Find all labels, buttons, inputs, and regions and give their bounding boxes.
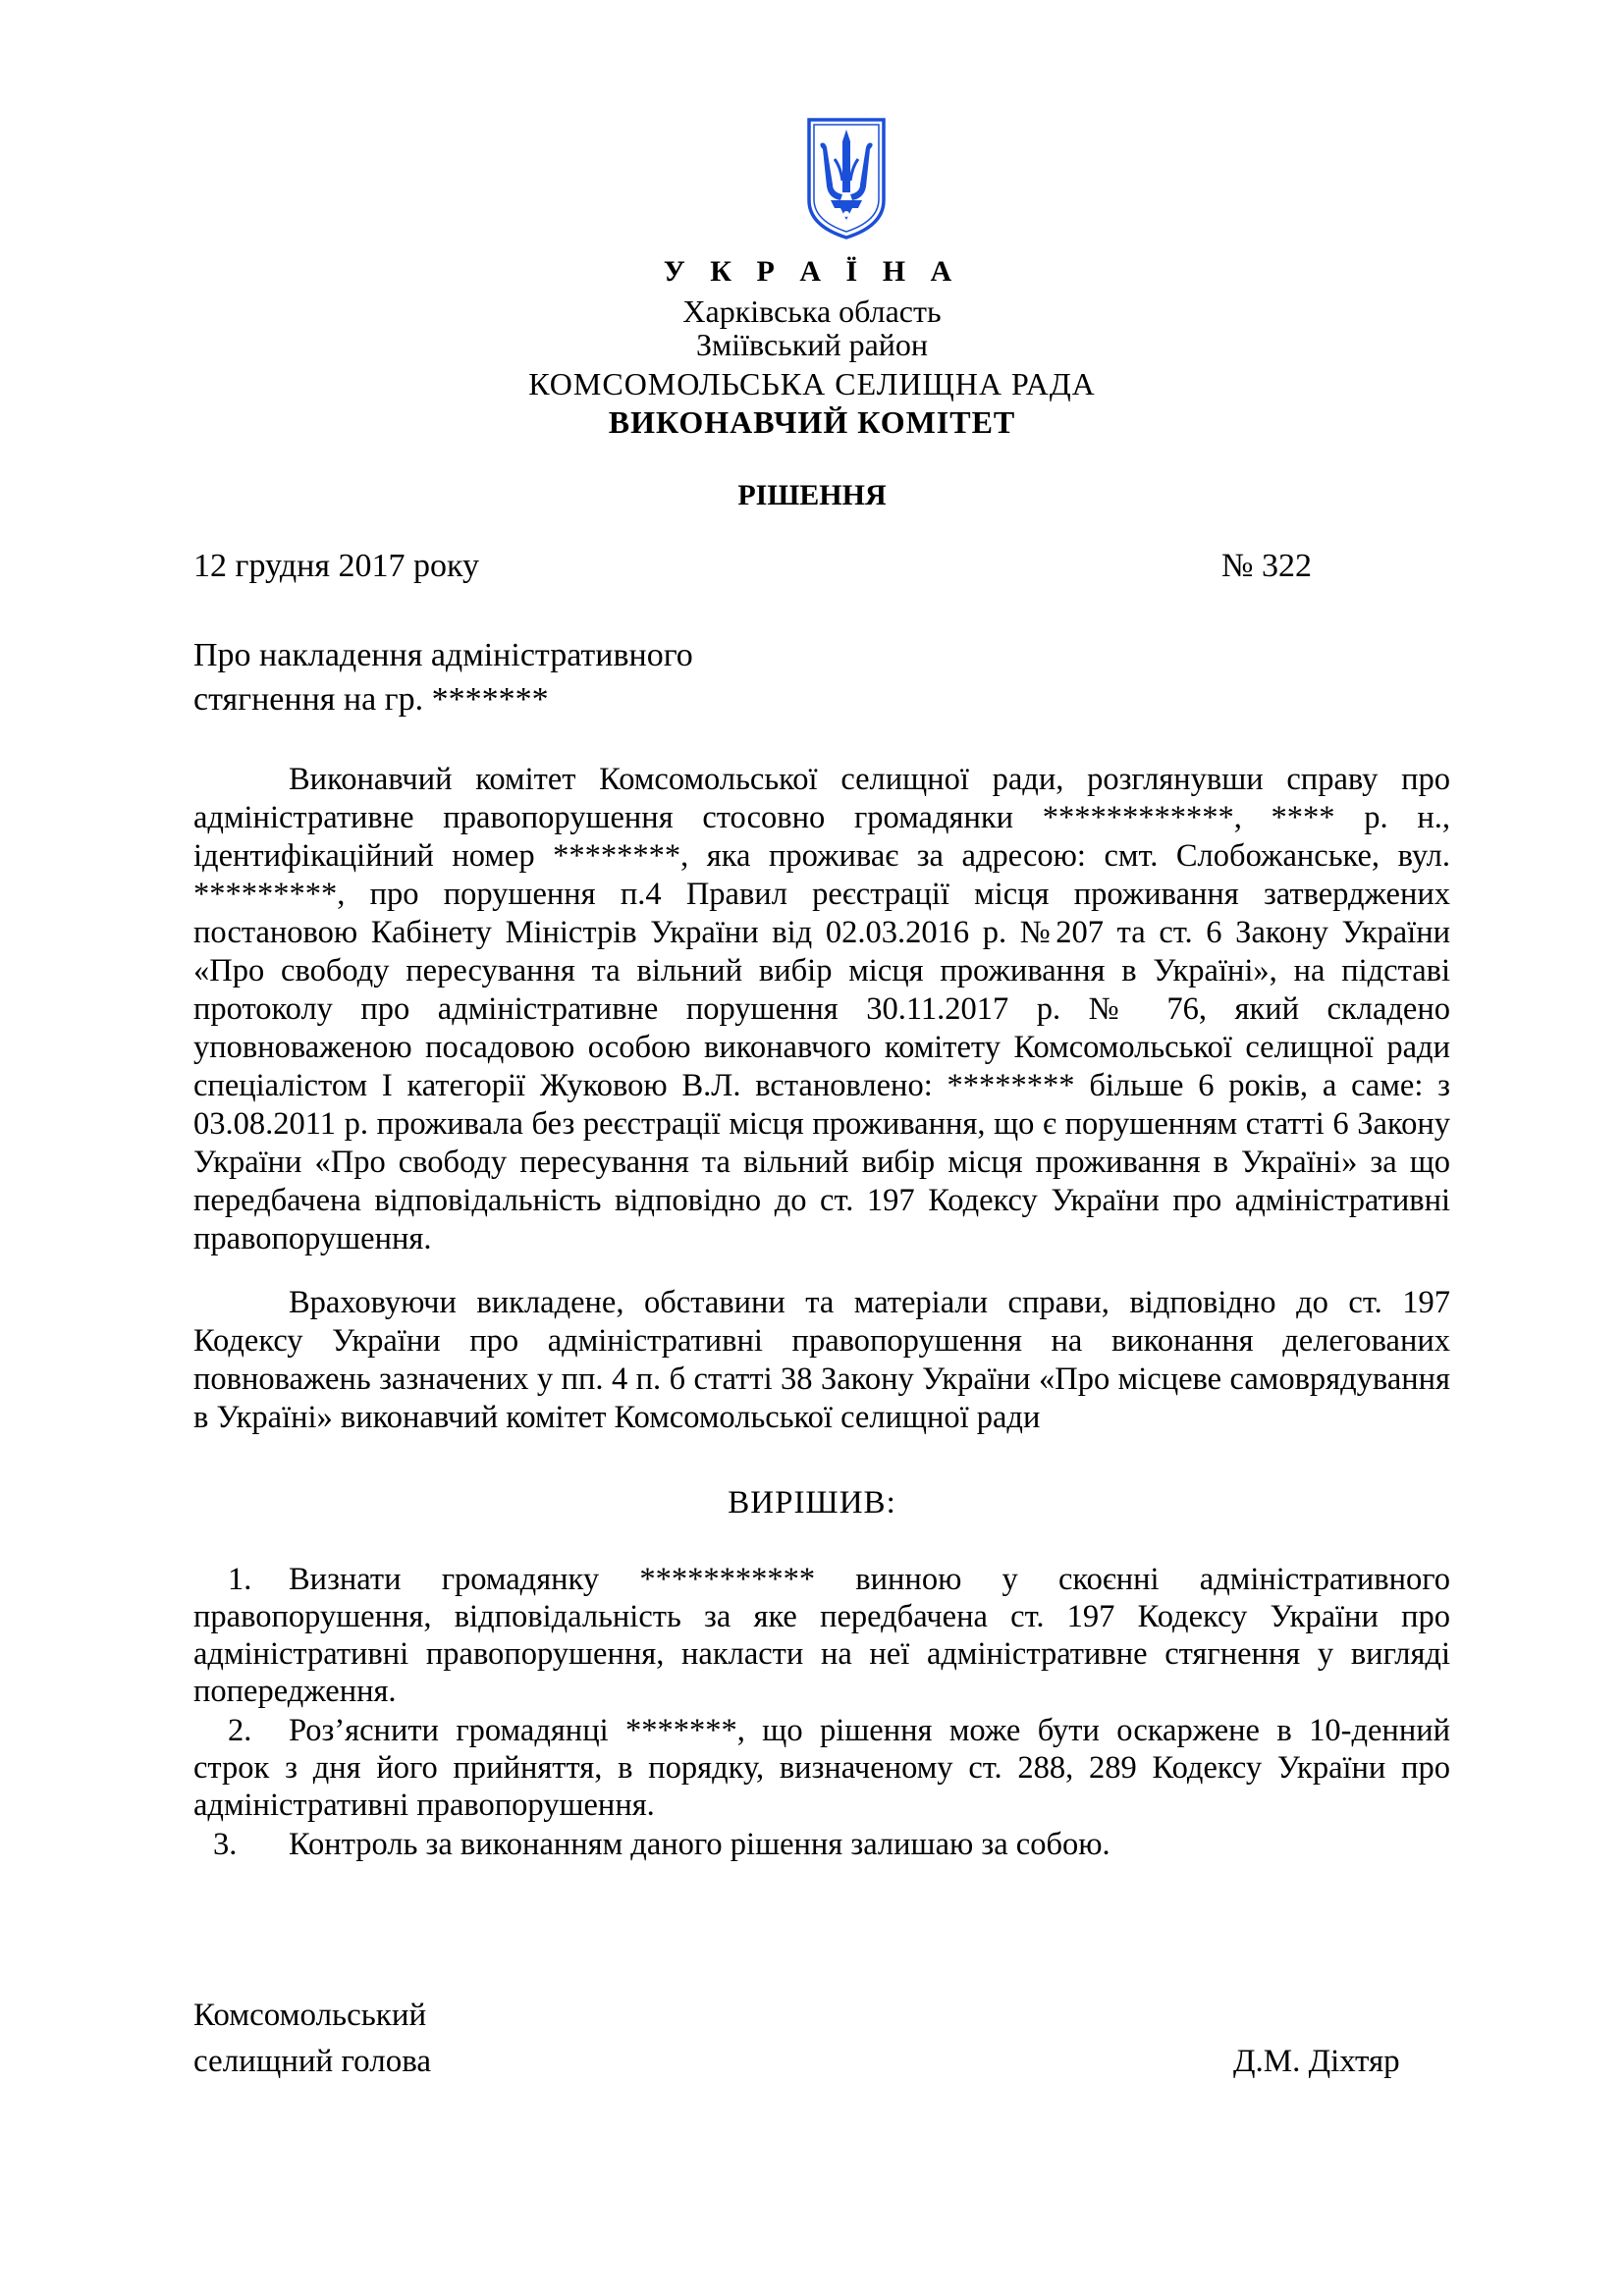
document-date: 12 грудня 2017 року (193, 548, 480, 584)
country-heading: У К Р А Ї Н А (663, 255, 961, 288)
list-item (193, 1826, 1450, 1863)
council-line: КОМСОМОЛЬСЬКА СЕЛИЩНА РАДА (528, 366, 1096, 401)
paragraph-text: Виконавчий комітет Комсомольської селищної ради, розглянувши справу про адміністративне правопорушення стосовно громадянки ************, **** р. н., ідентифікаційний номер ********, яка проживає за адресою: смт. Слобожанське, вул. *********, про порушення п.4 Правил реєстрації місця проживання затверджених постановою Кабінету Міністрів України від 02.03.2016 р. №207 та ст. 6 Закону України «Про свободу пересування та вільний вибір місця проживання в Україні», на підставі протоколу про адміністративне порушення 30.11.2017 р. № 76, який складено уповноваженою посадовою особою виконавчого комітету Комсомольської селищної ради спеціалістом I категорії Жуковою В.Л. встановлено: ******** більше 6 років, а саме: з 03.08.2011 р. проживала без реєстрації місця проживання, що є порушенням статті 6 Закону України «Про свободу пересування та вільний вибір місця проживання в Україні» за що передбачена відповідальність відповідно до ст. 197 Кодексу України про адміністративні правопорушення. (193, 762, 1450, 1256)
document-title: РІШЕННЯ (737, 479, 887, 511)
item-number: 2. (228, 1713, 252, 1748)
signatory-title-line-1: Комсомольський (193, 1998, 427, 2033)
subject-line-2: стягнення на гр. ******* (193, 681, 549, 718)
signatory-title-line-2: селищний голова (193, 2044, 432, 2079)
item-text: Визнати громадянку *********** винною у скоєнні адміністративного правопорушення, відповідальність за яке передбачена ст. 197 Кодексу України про адміністративні правопорушення, накласти на неї адміністративне стягнення у вигляді попередження. (193, 1562, 1450, 1709)
item-number: 1. (228, 1562, 252, 1597)
item-text: Контроль за виконанням даного рішення залишаю за собою. (289, 1827, 1110, 1862)
paragraph-text: Враховуючи викладене, обставини та матеріали справи, відповідно до ст. 197 Кодексу України про адміністративні правопорушення на виконання делегованих повноважень зазначених у пп. 4 п. б статті 38 Закону України «Про місцеве самоврядування в Україні» виконавчий комітет Комсомольської селищної ради (193, 1285, 1450, 1435)
raion-line: Зміївський район (695, 327, 929, 362)
subject-line-1: Про накладення адміністративного (193, 637, 693, 673)
oblast-line: Харківська область (682, 294, 942, 329)
list-item (193, 1561, 1450, 1710)
resolved-heading: ВИРІШИВ: (728, 1485, 896, 1521)
body-paragraph-2 (193, 1284, 1450, 1437)
list-item (193, 1712, 1450, 1824)
trident-coat-of-arms-icon (805, 116, 888, 241)
body-paragraph-1 (193, 761, 1450, 1258)
signatory-title (193, 1993, 431, 2085)
document-number: № 322 (1221, 548, 1312, 584)
resolution-items-list (193, 1561, 1450, 1865)
signatory-name: Д.М. Діхтяр (1233, 2044, 1400, 2079)
document-subject (193, 633, 881, 721)
committee-line: ВИКОНАВЧИЙ КОМІТЕТ (608, 404, 1016, 440)
item-number: 3. (213, 1827, 238, 1862)
item-text: Роз’яснити громадянці *******, що рішення може бути оскаржене в 10-денний строк з дня його прийняття, в порядку, визначеному ст. 288, 289 Кодексу України про адміністративні правопорушення. (193, 1713, 1450, 1823)
